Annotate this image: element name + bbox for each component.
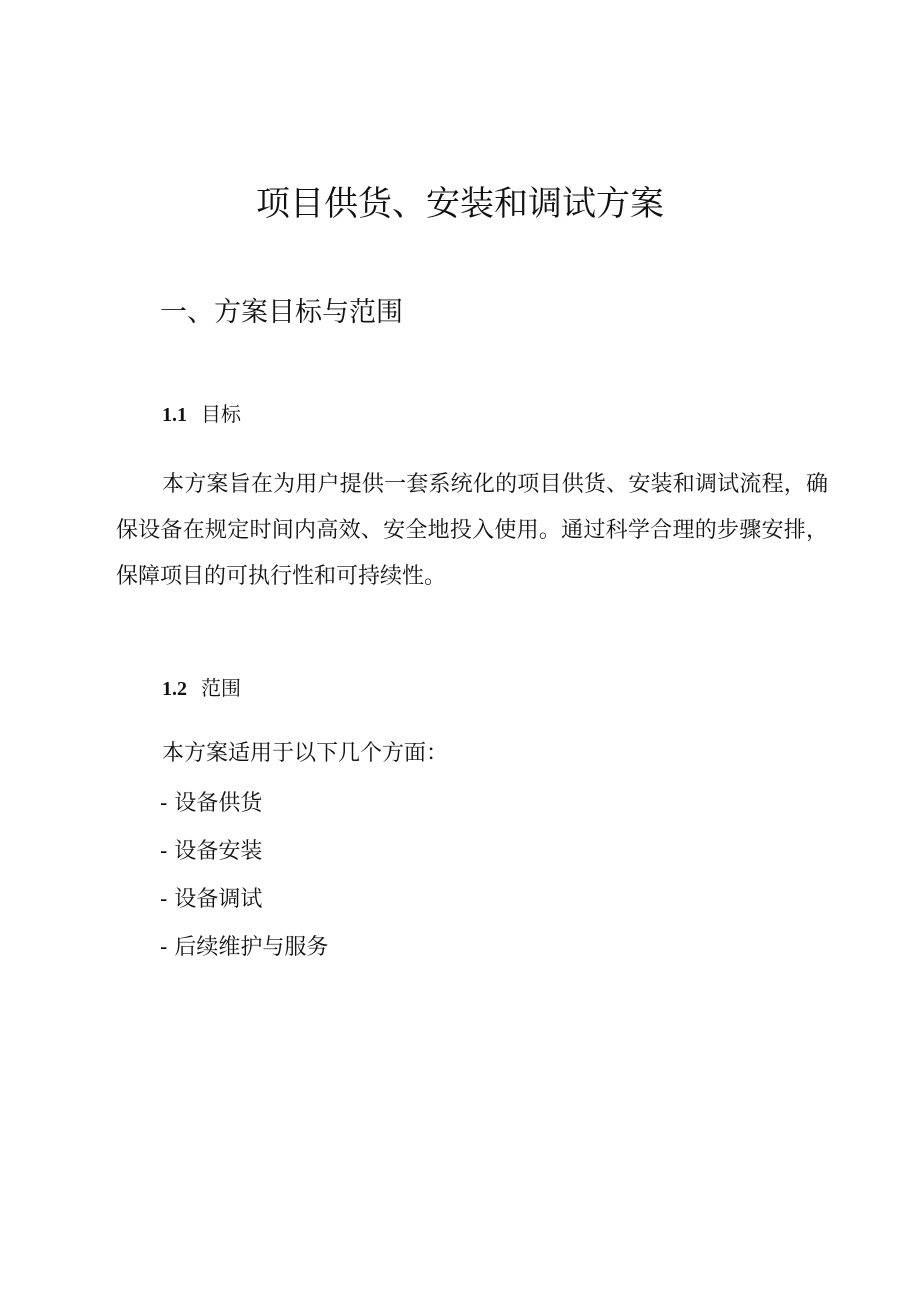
list-item: - 后续维护与服务 <box>160 935 329 960</box>
subsection-title: 范围 <box>201 676 241 700</box>
scope-list <box>160 786 328 978</box>
list-item: - 设备调试 <box>160 887 263 912</box>
subsection-heading-scope <box>162 672 241 701</box>
subsection-number: 1.1 <box>162 404 187 426</box>
list-item: - 设备安装 <box>160 839 263 864</box>
subsection-title: 目标 <box>201 402 241 426</box>
list-item: - 设备供货 <box>160 791 263 816</box>
document-title: 项目供货、安装和调试方案 <box>256 184 664 224</box>
goal-paragraph: 本方案旨在为用户提供一套系统化的项目供货、安装和调试流程，确保设备在规定时间内高效、安全地投入使用。通过科学合理的步骤安排，保障项目的可执行性和可持续性。 <box>116 472 828 589</box>
section-heading: 一、方案目标与范围 <box>160 297 403 328</box>
subsection-number: 1.2 <box>162 678 187 700</box>
scope-intro: 本方案适用于以下几个方面： <box>162 741 449 766</box>
subsection-heading-goal <box>162 398 241 427</box>
